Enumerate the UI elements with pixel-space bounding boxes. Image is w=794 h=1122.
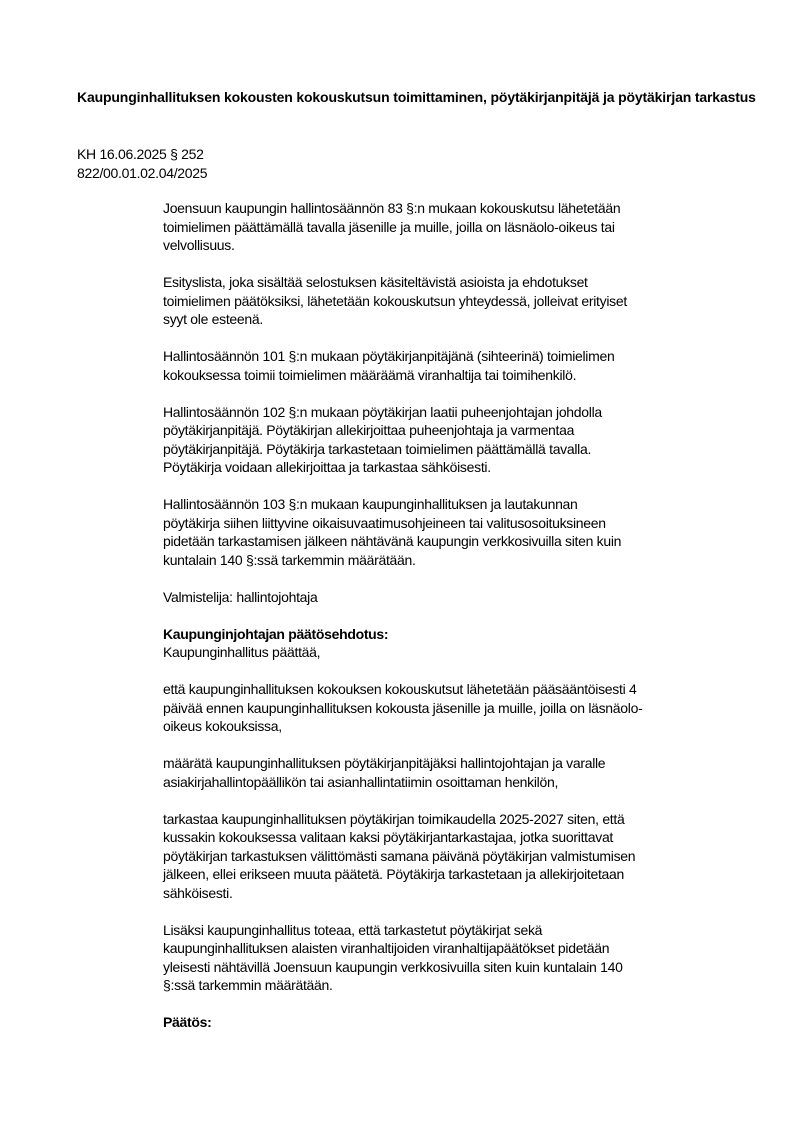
- text-line: pöytäkirjan tarkastuksen välittömästi samana päivänä pöytäkirjan valmistumisen: [163, 847, 636, 864]
- text-line: kuntalain 140 §:ssä tarkemmin määrätään.: [163, 551, 416, 568]
- text-line: Hallintosäännön 103 §:n mukaan kaupunginhallituksen ja lautakunnan: [163, 496, 578, 512]
- paragraph: [163, 347, 723, 384]
- text-line: toimielimen päättämällä tavalla jäsenille ja muille, joilla on läsnäolo-oikeus tai: [163, 218, 615, 235]
- text-line: että kaupunginhallituksen kokouksen kokouskutsut lähetetään pääsääntöisesti 4: [163, 681, 637, 697]
- meeting-reference: KH 16.06.2025 § 252: [77, 146, 204, 162]
- paragraph: [163, 588, 723, 607]
- paragraph: [163, 199, 723, 255]
- background-paragraphs: [163, 199, 723, 606]
- text-line: Hallintosäännön 102 §:n mukaan pöytäkirjan laatii puheenjohtajan johdolla: [163, 403, 602, 420]
- text-line: kussakin kokouksessa valitaan kaksi pöytäkirjantarkastajaa, jotka suorittavat: [163, 829, 614, 845]
- text-line: velvollisuus.: [163, 237, 235, 253]
- case-number: 822/00.01.02.04/2025: [77, 164, 208, 181]
- proposal-items: [163, 680, 723, 995]
- text-line: päivää ennen kaupunginhallituksen kokousta jäsenille ja muille, joilla on läsnäolo-: [163, 699, 643, 716]
- paragraph: [163, 495, 723, 569]
- text-line: Esityslista, joka sisältää selostuksen käsiteltävistä asioista ja ehdotukset: [163, 274, 588, 290]
- decision-heading: Päätös:: [163, 1014, 212, 1030]
- text-line: Valmistelija: hallintojohtaja: [163, 588, 318, 605]
- text-line: Pöytäkirja voidaan allekirjoittaa ja tarkastaa sähköisesti.: [163, 459, 491, 475]
- document-title: Kaupunginhallituksen kokousten kokouskutsun toimittaminen, pöytäkirjanpitäjä ja pöytäkirjan tarkastus: [77, 89, 756, 105]
- proposal-item: [163, 754, 723, 791]
- text-line: yleisesti nähtävillä Joensuun kaupungin verkkosivuilla siten kuin kuntalain 140: [163, 958, 623, 975]
- text-line: Lisäksi kaupunginhallitus toteaa, että tarkastetut pöytäkirjat sekä: [163, 921, 543, 938]
- text-line: pöytäkirjanpitäjä. Pöytäkirjan allekirjoittaa puheenjohtaja ja varmentaa: [163, 422, 575, 438]
- text-line: Joensuun kaupungin hallintosäännön 83 §:n mukaan kokouskutsu lähetetään: [163, 200, 621, 216]
- proposal-item: [163, 680, 723, 736]
- text-line: toimielimen päätöksiksi, lähetetään kokouskutsun yhteydessä, jolleivat erityiset: [163, 292, 627, 309]
- text-line: pidetään tarkastamisen jälkeen nähtävänä kaupungin verkkosivuilla siten kuin: [163, 533, 622, 549]
- text-line: pöytäkirja siihen liittyvine oikaisuvaatimusohjeineen tai valitusosoituksineen: [163, 514, 606, 531]
- document-meta: [77, 145, 207, 182]
- paragraph: [163, 273, 723, 329]
- proposal-item: [163, 810, 723, 903]
- proposal-section: [163, 625, 723, 995]
- text-line: Hallintosäännön 101 §:n mukaan pöytäkirjanpitäjänä (sihteerinä) toimielimen: [163, 348, 615, 364]
- proposal-heading: Kaupunginjohtajan päätösehdotus:: [163, 625, 389, 642]
- text-line: kaupunginhallituksen alaisten viranhaltijoiden viranhaltijapäätökset pidetään: [163, 940, 610, 956]
- proposal-lead: Kaupunginhallitus päättää,: [163, 644, 321, 660]
- paragraph: [163, 403, 723, 477]
- text-line: sähköisesti.: [163, 884, 233, 901]
- text-line: asiakirjahallintopäällikön tai asianhallintatiimin osoittaman henkilön,: [163, 773, 559, 790]
- text-line: syyt ole esteenä.: [163, 311, 263, 327]
- document-body: [163, 199, 723, 1032]
- text-line: tarkastaa kaupunginhallituksen pöytäkirjan toimikaudella 2025-2027 siten, että: [163, 810, 625, 827]
- text-line: §:ssä tarkemmin määrätään.: [163, 977, 333, 993]
- text-line: kokouksessa toimii toimielimen määräämä viranhaltija tai toimihenkilö.: [163, 366, 577, 383]
- text-line: oikeus kokouksissa,: [163, 718, 282, 734]
- text-line: pöytäkirjanpitäjä. Pöytäkirja tarkastetaan toimielimen päättämällä tavalla.: [163, 440, 592, 457]
- proposal-item: [163, 921, 723, 995]
- text-line: määrätä kaupunginhallituksen pöytäkirjanpitäjäksi hallintojohtajan ja varalle: [163, 755, 606, 771]
- text-line: jälkeen, ellei erikseen muuta päätetä. Pöytäkirja tarkastetaan ja allekirjoitetaan: [163, 866, 625, 882]
